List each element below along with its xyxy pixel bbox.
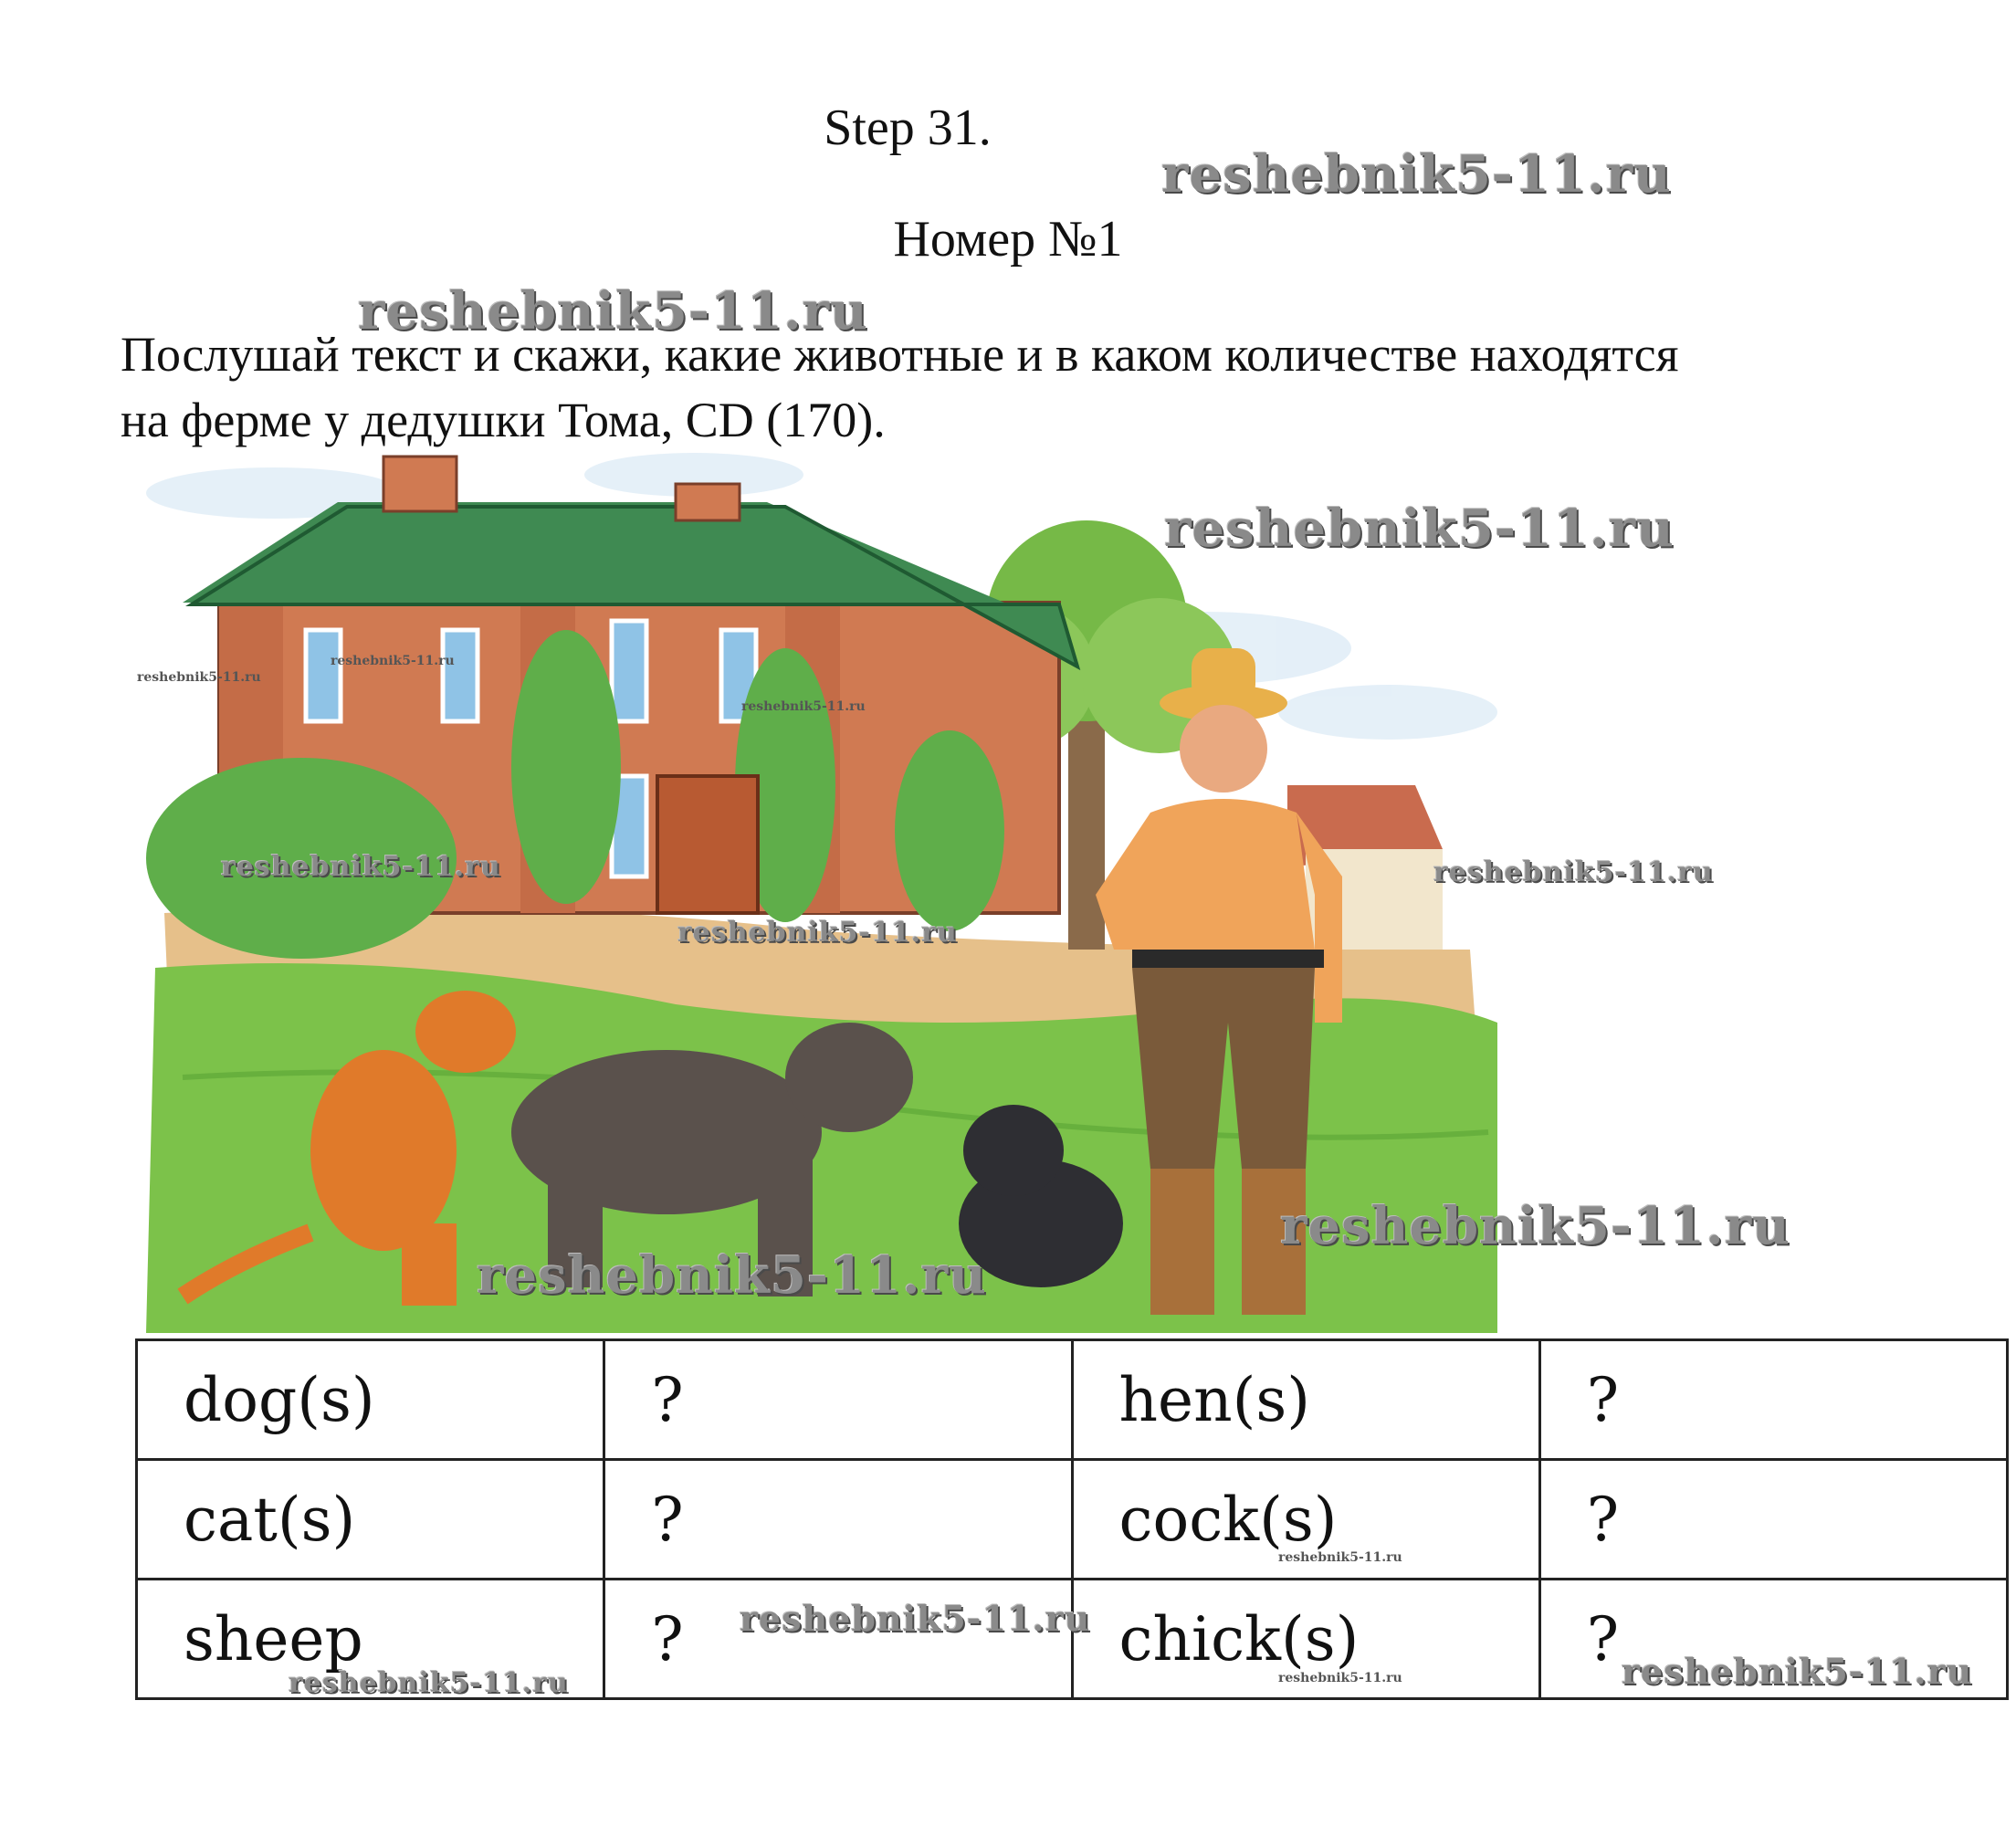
step-title: Step 31.: [824, 100, 992, 156]
animal-cell: chick(s): [1072, 1580, 1539, 1699]
watermark: reshebnik5-11.ru: [741, 699, 866, 714]
answer-cell: ?: [1539, 1580, 2007, 1699]
watermark: reshebnik5-11.ru: [221, 851, 501, 883]
table-row: [137, 1340, 2008, 1460]
watermark: reshebnik5-11.ru: [477, 1245, 987, 1306]
watermark: reshebnik5-11.ru: [1164, 499, 1675, 559]
watermark: reshebnik5-11.ru: [358, 281, 868, 341]
animal-cell: cock(s): [1072, 1460, 1539, 1580]
watermark: reshebnik5-11.ru: [289, 1667, 569, 1699]
instruction-text: [121, 321, 1947, 453]
animal-cell: sheep: [137, 1580, 604, 1699]
answer-cell: ?: [604, 1460, 1072, 1580]
watermark: reshebnik5-11.ru: [137, 670, 261, 685]
watermark: reshebnik5-11.ru: [1278, 1671, 1402, 1685]
watermark: reshebnik5-11.ru: [740, 1598, 1091, 1639]
table-row: [137, 1460, 2008, 1580]
animal-cell: cat(s): [137, 1460, 604, 1580]
watermark: reshebnik5-11.ru: [1278, 1550, 1402, 1565]
task-number: Номер №1: [893, 211, 1123, 268]
answer-cell: ?: [1539, 1340, 2007, 1460]
animal-cell: dog(s): [137, 1340, 604, 1460]
watermark: reshebnik5-11.ru: [1161, 144, 1672, 205]
watermark: reshebnik5-11.ru: [1433, 856, 1714, 888]
answer-cell: ?: [604, 1340, 1072, 1460]
watermark: reshebnik5-11.ru: [677, 917, 958, 949]
instruction-line-1: Послушай текст и скажи, какие животные и в каком количестве находятся: [121, 327, 1679, 382]
answer-cell: ?: [1539, 1460, 2007, 1580]
watermark: reshebnik5-11.ru: [1622, 1651, 1973, 1692]
animal-cell: hen(s): [1072, 1340, 1539, 1460]
animals-table: [135, 1338, 2009, 1700]
watermark: reshebnik5-11.ru: [1280, 1196, 1790, 1256]
instruction-line-2: на ферме у дедушки Тома, CD (170).: [121, 393, 886, 447]
answer-cell: ?: [604, 1580, 1072, 1699]
watermark: reshebnik5-11.ru: [331, 654, 455, 668]
